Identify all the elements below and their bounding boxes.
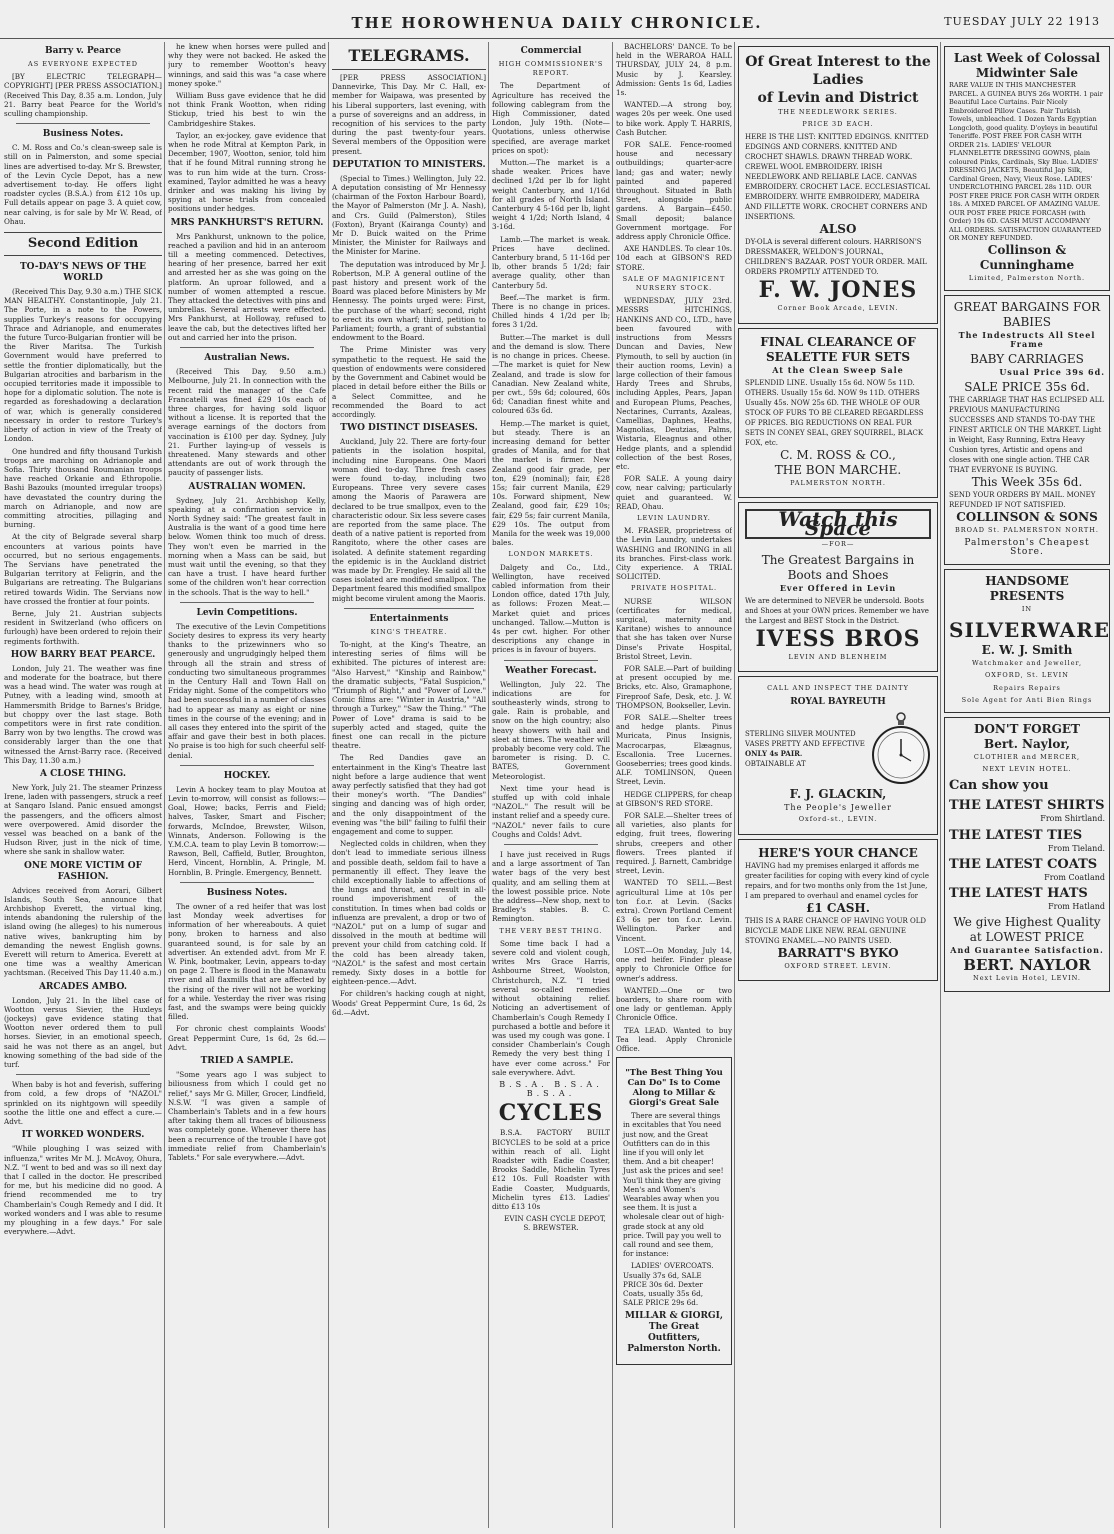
classified-ad: WEDNESDAY, JULY 23rd. MESSRS HITCHINGS, HANKINS AND CO., LTD., have been favoured with instructions from Messrs Duncan and Davies, New Plymouth, to sell by auction (in their auction rooms, Levin) a large collection of their famous Hardy Trees and Shrubs, including Apples, Pears, Japan and European Plums, Peaches, Nectarines, Currants, Azaleas, Camellias, Daphnes, Heaths, Magnolias, Deutzias, Palms, Wistaria, Eleagnus and other Hedge plants, and a splendid collection of the best Roses, etc. <box>616 296 732 471</box>
column-4 <box>492 42 610 1528</box>
ad-body: RARE VALUE IN THIS MANCHESTER PARCEL. A GUINEA BUYS 26s WORTH. 1 pair Beautiful Lace Curtains. Pair Nicely Embroidered Pillow Cases. Pair Turkish Towels, unbleached. 1 Dozen Yards Egyptian Longcloth, good quality. D'oyleys in beautiful Teneriffe. POST FREE FOR CASH WITH ORDER 21s. LADIES' VELOUR FLANNELETTE DRESSING GOWNS, plain coloured Pinks, Cardinals, Sky Blue. LADIES' DRESSING JACKETS, Beautiful Jap Silk, Cardinal Green, Navy, Vieux Rose. LADIES' UNDERCLOTHING PARCEL 28s 11D. OUR POST FREE PRICE FOR CASH WITH ORDER 18s. A MIXED PARCEL OF AMAZING VALUE. OUR POST FREE PRICE FORCASH (with Order) 19s 6D. CASH MUST ACCOMPANY ALL ORDERS. SATISFACTION GUARANTEED OR MONEY REFUNDED. <box>949 81 1103 242</box>
article-text: he knew when horses were pulled and why they were not backed. He asked the jury to remember Wootton's heavy winnings, and said this was "a case where money spoke." <box>168 42 326 88</box>
divider <box>180 347 314 348</box>
ad-heading: Last Week of Colossal Midwinter Sale <box>953 51 1101 80</box>
ad-body: There are several things in excitables that You need just now, and the Great Outfitters can do in this line if you will only let them. And a bit cheaper! Just ask the prices and see! You'll think they are giving Men's and Women's Wearables away when you see them. It is just a wholesale clear out of high-grade stock at any old price. Twill pay you well to call round and see them, for instance: <box>623 1111 725 1259</box>
article-text: One hundred and fifty thousand Turkish troops are marching on Adrianople and Sofia. Thirty thousand Roumanian troops have reached Orkanie and Ethropolie. Bashi Bazouks (mounted irregular troops) have devastated the country during the march on Adrianople, and now are committing atrocities, pillaging and burning. <box>4 446 162 530</box>
column-rule <box>734 42 735 1528</box>
classified-ad: LOST.—On Monday, July 14, one red heifer. Finder please apply to Chronicle Office for owner's address. <box>616 945 732 983</box>
headline: Business Notes. <box>206 887 288 898</box>
advertiser-tagline: Palmerston's Cheapest Store. <box>964 537 1090 557</box>
classified-ad: FOR SALE.—Shelter trees and hedge plants. Pinus Muricata, Pinus Insignis, Macrocarpas, Elæagnus, Escallonia. Tree Lucernes. Gooseberries; trees good kinds. ALF. TOMLINSON, Queen Street, Levin. <box>616 713 732 787</box>
advertiser-name: Collinson & Cunninghame <box>979 242 1075 272</box>
ad-content <box>745 711 931 787</box>
article-text: To-night, at the King's Theatre, an interesting series of films will be exhibited. The pictures of interest are: "Also Harvest," "Kinship and Rainbow," the dramatic subjects, "Fatal Suspicion," "Triumph of Right," and "Power of Love." Comic films are: "Winter in Austria," "All through a Turkey," "Saw the Thing." "The Power of Love" drama is said to be superbly acted and staged, quite the finest one can recall in the picture theatre. <box>332 639 486 751</box>
cycles-heading: CYCLES <box>498 1100 604 1127</box>
advertisement-text: For children's hacking cough at night, Woods' Great Peppermint Cure, 1s 6d, 2s 6d.—Advt. <box>332 989 486 1017</box>
advertisement-text: When baby is hot and feverish, suffering from cold, a few drops of "NAZOL" sprinkled on its nightgown will speedily soothe the little one and effect a cure.—Advt. <box>4 1080 162 1127</box>
section-heading: Second Edition <box>4 232 162 256</box>
ad-price: ONLY 4s PAIR. <box>745 749 803 759</box>
item-from: From Hatland <box>1048 901 1105 911</box>
article-text: The executive of the Levin Competitions Society desires to express its very hearty thanks to the prizewinners who so generously and ungrudgingly helped them through all the strain and stress of conducting two simultaneous programmes in the Century Hall and Town Hall on Friday night. Some of the competitors who had been successful in a number of classes had to appear as many as eight or nine times in the course of the evening; and in all cases they entered into the spirit of the affair and gave their best in both places. No praise is too high for such cheerful self-denial. <box>168 621 326 760</box>
article-text: William Buss gave evidence that he did not think Frank Wootton, when riding Stickup, tried his best to win the Cambridgeshire Stakes. <box>168 91 326 128</box>
ad-subheading: At the Clean Sweep Sale <box>772 364 904 375</box>
headline: HOCKEY. <box>223 770 271 781</box>
article-text: The deputation was introduced by Mr J. Robertson, M.P. A general outline of the past history and present work of the Board was placed before Ministers by Mr Hennessy. The points urged were: First, the purchase of the wharf; second, right to erect its own wharf; third, petition to Parliament; fourth, a grant of substantial endowment to the Board. <box>332 259 486 343</box>
headline: ONE MORE VICTIM OF FASHION. <box>24 860 142 882</box>
advertiser-name: BERT. NAYLOR <box>963 956 1091 975</box>
ad-price: This Week 35s 6d. <box>971 475 1083 490</box>
ad-body: We are determined to NEVER be undersold. Boots and Shoes at your OWN prices. Remember we have the Largest and BEST Stock in the District. <box>745 596 929 625</box>
ad-heading: SILVERWARE <box>949 618 1110 643</box>
ad-body: We give Highest Quality at LOWEST PRICE <box>953 915 1101 945</box>
latest-item <box>949 886 1105 911</box>
subheadline: LEVIN LAUNDRY. <box>637 513 711 522</box>
article-text: [PER PRESS ASSOCIATION.] Dannevirke, This Day. Mr C. Hall, ex-member for Waipawa, was presented by his Liberal supporters, last evening, with a purse of sovereigns and an address, in recognition of his services to the party during the past twenty-four years. Several members of the Opposition were present. <box>332 73 486 156</box>
subheadline: SALE OF MAGNIFICENT NURSERY STOCK. <box>622 274 726 293</box>
divider <box>180 602 314 603</box>
ad-subheading: THE NEEDLEWORK SERIES. <box>778 108 898 116</box>
article-text: C. M. Ross and Co.'s clean-sweep sale is still on in Palmerston, and some special lines are advertised to-day. Mr S. Brewster, of the Levin Cycle Depot, has a new advertisement to-day. He offers light roadster cycles (B.S.A.) from £12 10s up. Full details appear on page 3. A quiet cow, near calving, is for sale by Mr W. Read, of Ohau. <box>4 143 162 226</box>
classified-ad: FOR SALE.—Shelter trees of all varieties, also plants for edging, fruit trees, flowering shrubs, creepers and other flowers. Trees planted if required. J. Barnett, Cambridge street, Levin. <box>616 811 732 876</box>
column-2 <box>168 42 326 1528</box>
ad-price: Usual Price 39s 6d. <box>999 367 1105 378</box>
divider <box>16 1074 150 1075</box>
article-text: New York, July 21. The steamer Prinzess Irene, laden with passengers, struck a reef at Sanqaro Island. Panic ensued amongst the passengers, and the officers almost were overpowered. Amid disorder the vessel was beached on a bank of the Hudson River, just in the nick of time, where she sank in shallow water. <box>4 783 162 857</box>
classified-ad: WANTED TO SELL.—Best agricultural Lime at 10s per ton f.o.r. at Levin. (Sacks extra). Crown Portland Cement £3 6s per ton f.o.r. Levin. Wellington. Parker and Vincent. <box>616 878 732 943</box>
subheadline: THE VERY BEST THING. <box>499 926 603 935</box>
ad-body: THE CARRIAGE THAT HAS ECLIPSED ALL PREVIOUS MANUFACTURING SUCCESSES AND STANDS TO-DAY THE FINEST ARTICLE ON THE MARKET. Light in Weight, Easy Running, Extra Heavy Cushion tyres, Artistic and opens and closes with one single action. THE CAR THAT EVERYONE IS BUYING. <box>949 396 1105 475</box>
headline: HOW BARRY BEAT PEARCE. <box>10 649 156 660</box>
classified-ad: AXE HANDLES. To clear 10s. 10d each at GIBSON'S RED STORE. <box>616 244 732 272</box>
article-text: Wellington, July 22. The indications are for southeasterly winds, strong to gale. Rain is probable, and snow on the high country; also heavy showers with hail and sleet at times. The weather will probably become very cold. The barometer is rising. D. C. BATES, Government Meteorologist. <box>492 679 610 781</box>
advertiser-address: NEXT LEVIN HOTEL. <box>982 765 1072 774</box>
advertiser-address: Next Levin Hotel, LEVIN. <box>973 974 1081 983</box>
advertiser-address: Corner Book Arcade, LEVIN. <box>777 304 899 313</box>
classified-ad: M. FRASER, proprietress of the Levin Laundry, undertakes WASHING and IRONING in all its branches. First-class work. City experience. A TRIAL SOLICITED. <box>616 526 732 582</box>
article-text: Lamb.—The market is weak. Prices have declined. Canterbury brand, 5 11-16d per lb, other brands 5 1/2d; fair average quality, other than Canterbury 5d. <box>492 234 610 290</box>
bsa-banner: B.S.A. B.S.A. B.S.A. <box>499 1079 603 1099</box>
ad-body: STERLING SILVER MOUNTED VASES PRETTY AND EFFECTIVE <box>745 730 865 749</box>
column-rule <box>164 42 165 1528</box>
article-text: Advices received from Aorari, Gilbert Islands, South Sea, announce that Archbishop Everett, the virtual king, intends abandoning the rulership of the island owing (he alleges) to his numerous native wives, bankrupting him by demanding the newest English gowns. Everett will return to America. Everett at one time was a wealthy American yachtsman. (Received This Day 11.40 a.m.) <box>4 885 162 978</box>
advertiser-name: E. W. J. Smith <box>981 643 1073 658</box>
ad-body: Repairs Repairs <box>993 683 1061 692</box>
ad-body: Can show you <box>949 778 1049 794</box>
article-text: (Received This Day, 9.50 a.m.) Melbourne, July 21. In connection with the recent raid the manager of the Cafe Francatelli was fined £29 10s each of three charges, for having sold liquor without a license. It is reported that the average earnings of the doctors from vaccination is £100 per day. Sydney, July 21. Further laying-up of vessels is threatened. Many stewards and other attendants are out of work through the paucity of passenger lists. <box>168 367 326 478</box>
classified-ad: TEA LEAD. Wanted to buy Tea lead. Apply Chronicle Office. <box>616 1025 732 1053</box>
fw-jones-ad <box>738 46 938 324</box>
ad-body: HAVING had my premises enlarged it affords me greater facilities for coping with every kind of cycle repairs, and for two months only from the 1st June, I am prepared to overhaul and enamel cycles for <box>745 861 929 900</box>
classified-ad: FOR SALE. Fence-roomed house and necessary outbuildings; quarter-acre land; gas and water; newly painted and papered throughout. Situated in Bath Street, alongside public gardens. A Bargain—£450. Small deposit; balance Government mortgage. For address apply Chronicle Office. <box>616 140 732 242</box>
headline: DEPUTATION TO MINISTERS. <box>332 159 486 170</box>
headline: Australian News. <box>204 353 290 364</box>
newspaper-title: THE HOROWHENUA DAILY CHRONICLE. <box>351 14 763 32</box>
subheadline: LONDON MARKETS. <box>508 550 594 559</box>
ad-subheading: The Indestructs All Steel Frame <box>958 329 1096 349</box>
issue-date: TUESDAY JULY 22 1913 <box>944 15 1100 28</box>
article-text: Mutton.—The market is a shade weaker. Prices have declined 1/2d per lb for light weight Canterbury, and 1/16d for all grades of North Island. Canterbury 4 5-16d per lb, light weight 4 1/2d; North Island, 4 3-16d. <box>492 158 610 232</box>
ad-heading: The Greatest Bargains in Boots and Shoes <box>761 552 915 582</box>
item-label: THE LATEST COATS <box>949 856 1098 872</box>
article-text: The Prime Minister was very sympathetic to the request. He said the question of endowments were considered by the Government and Cabinet would be placed in detail before either the Bills or a Select Committee, and he recommended the Board to act accordingly. <box>332 345 486 419</box>
masthead <box>0 0 1114 39</box>
classified-ad: BACHELORS' DANCE. To be held in the WERAROA HALL THURSDAY, JULY 24, 8 p.m. Music by J. Kearsley. Admission: Gents 1s 6d, Ladies 1s. <box>616 42 732 98</box>
section-heading: Commercial <box>520 46 582 56</box>
ad-body: Sole Agent for Anti Bien Rings <box>961 695 1093 704</box>
glackin-ad <box>738 676 938 835</box>
classified-ad: FOR SALE.—Part of building at present occupied by me. Bricks, etc. Also, Gramaphone, Fireproof Safe, Desk, etc. J. W. THOMPSON, Bookseller, Levin. <box>616 664 732 710</box>
headline: Barry v. Pearce <box>45 46 121 56</box>
advertisement-text: Some time back I had a severe cold and violent cough, writes Mrs Grace Harris, Ashbourne Street, Woolston, Christchurch, N.Z. "I tried several so-called remedies without obtaining relief. Noticing an advertisement of Chamberlain's Cough Remedy I purchased a bottle and before it was used my cough was gone. I consider Chamberlain's Cough Remedy the very best thing I have ever come across." For sale everywhere. Advt. <box>492 938 610 1077</box>
article-text: [BY ELECTRIC TELEGRAPH—COPYRIGHT] [PER PRESS ASSOCIATION.] (Received This Day, 8.35 a.m. London, July 21. Barry beat Pearce for the World's sculling championship. <box>4 72 162 119</box>
advertiser-name: C. M. ROSS & CO., <box>780 447 896 462</box>
divider <box>344 608 474 609</box>
subheadline: KING'S THEATRE. <box>370 627 448 636</box>
divider <box>180 765 314 766</box>
advertiser-tagline: CLOTHIER and MERCER, <box>973 752 1081 761</box>
millar-giorgi-ad <box>616 1057 732 1365</box>
advertiser-name: F. J. GLACKIN, <box>789 787 887 802</box>
ad-heading: Of Great Interest to the Ladies <box>745 54 931 88</box>
item-label: THE LATEST HATS <box>949 885 1088 901</box>
article-text: Auckland, July 22. There are forty-four patients in the isolation hospital, including nine Europeans. One Maori woman died to-day. Three fresh cases were found to-day, including two Europeans. Three very severe cases among the Maoris of Parawera are declared to be true smallpox, even to the characteristic odour. Six less severe cases are reported from the same place. The death of a native patient is reported from Rangitoto, where the other cases are isolated. A definite statement regarding the epidemic is in the Auckland district was made by Dr. Frengley. He said all the cases isolated are modified smallpox. The Department feared this modified smallpox might become virulent among the Maoris. <box>332 437 486 603</box>
headline: AUSTRALIAN WOMEN. <box>188 481 306 492</box>
subheadline: AS EVERYONE EXPECTED <box>28 60 138 68</box>
column-7 <box>944 42 1110 1528</box>
advertiser-name: THE BON MARCHE. <box>774 462 902 477</box>
latest-items-list <box>949 798 1105 911</box>
article-text: Beef.—The market is firm. There is no change in prices. Chilled hinds 4 1/2d per lb; fores 3 1/2d. <box>492 292 610 330</box>
divider <box>504 844 598 845</box>
ad-heading: "The Best Thing You Can Do" Is to Come Along to Millar & Giorgi's Great Sale <box>625 1068 723 1109</box>
advertisement-text: For chronic chest complaints Woods' Great Peppermint Cure, 1s 6d, 2s 6d.—Advt. <box>168 1024 326 1052</box>
classified-ad: WANTED.—One or two boarders, to share room with one lady or gentleman. Apply Chronicle Office. <box>616 985 732 1023</box>
ad-heading: ROYAL BAYREUTH <box>790 697 886 708</box>
ad-heading: BABY CARRIAGES <box>970 352 1084 367</box>
column-rule <box>612 42 613 1528</box>
advertiser-name: EVIN CASH CYCLE DEPOT, S. BREWSTER. <box>504 1214 606 1233</box>
headline: TRIED A SAMPLE. <box>200 1056 294 1067</box>
ad-price: £1 CASH. <box>806 900 870 915</box>
article-text: The owner of a red heifer that was lost last Monday week advertises for information of her whereabouts. A quiet pony, broken to harness and also guaranteed sound, is for sale by an advertiser. An extended advt. from Mr F. W. Pink, bootmaker, Levin, appears to-day on page 2. There is flood in the Manawatu river and all flaxmills that are affected by the rising of the river will not be working for a while. Yesterday the river was rising fast, and the swamps were being quickly filled. <box>168 901 326 1022</box>
collinson-cunninghame-ad <box>944 46 1110 291</box>
article-text: The Department of Agriculture has received the following cablegram from the High Commissioner, dated London, July 19th. (Note—Quotations, unless otherwise specified, are average market prices on spot): <box>492 81 610 155</box>
column-rule <box>940 42 941 1528</box>
ad-body: DY-OLA is several different colours. HARRISON'S DRESSMAKER, WELDON'S JOURNAL, CHILDREN'S BAZAAR. POST YOUR ORDER. MAIL ORDERS PROMPTLY ATTENDED TO. <box>745 238 927 277</box>
advertiser-address: Limited, Palmerston North. <box>968 273 1086 282</box>
ad-body: And Guarantee Satisfaction. <box>950 945 1104 956</box>
subheadline: HIGH COMMISSIONER'S REPORT. <box>498 60 604 78</box>
baby-carriages-ad <box>944 295 1110 565</box>
ad-body: SEND YOUR ORDERS BY MAIL. MONEY REFUNDED IF NOT SATISFIED. <box>949 491 1096 510</box>
advertiser-name: Bert. Naylor, <box>984 736 1070 751</box>
column-1 <box>4 42 162 1528</box>
item-from: From Coatland <box>1044 872 1105 882</box>
classified-ad: NURSE WILSON (certificates for medical, surgical, maternity and Karitane) wishes to announce that she has taken over Nurse Dinse's Private Hospital, Bristol Street, Levin. <box>616 596 732 661</box>
advertisement-text: Neglected colds in children, when they don't lead to immediate serious illness and possible death, seldom fail to have a permanently ill effect. They leave the child exceptionally liable to affections of the lungs and throat, and result in all-round impoverishment of the constitution. In times when bad colds or influenza are prevalent, a drop or two of "NAZOL" put on a lump of sugar and dissolved in the mouth at bedtime will prevent your child from catching cold. If the cold has been already taken, "NAZOL" is the safest and most certain remedy. Sixty doses in a bottle for eighteen-pence.—Advt. <box>332 839 486 987</box>
article-text: Taylor, an ex-jockey, gave evidence that when he rode Mitral at Kempton Park, in December, 1907, Wootton, senior, told him that if he found Mitral running strong he was to run him wide at the turn. Cross-examined, Taylor admitted he was a heavy drinker and was making his living by spying at horse trials from concealed positions under hedges. <box>168 130 326 214</box>
ad-body: HERE IS THE LIST: KNITTED EDGINGS. KNITTED EDGINGS AND CORNERS. KNITTED AND CROCHET SHAWLS. DRAWN THREAD WORK. CREWEL WOOL EMBROIDERY. IRISH NEEDLEWORK AND RELIABLE LACE. CANVAS EMBROIDERY. CROCHET LACE. ECCLESIASTICAL EMBROIDERY. WHITE EMBROIDERY, MADEIRA AND FILLETTE WORK. CROCHET CORNERS AND INSERTIONS. <box>745 133 931 222</box>
latest-item <box>949 857 1105 882</box>
article-text: (Special to Times.) Wellington, July 22. A deputation consisting of Mr Hennessy (chairman of the Foxton Harbour Board), the Mayor of Palmerston (Mr J. A. Nash), and Crs. Guild (Palmerston), Stiles (Foxton), Bryant (Kairanga County) and Mr D. Buick waited on the Prime Minister, the Minister for Railways and the Minister for Marine. <box>332 173 486 257</box>
classified-ad: WANTED.—A strong boy, wages 20s per week. One used to bike work. Apply T. HARRIS, Cash Butcher. <box>616 100 732 137</box>
article-text: Butter.—The market is dull and the demand is slow. There is no change in prices. Cheese.—The market is quiet for New Zealand, and trade is slow for Canadian. New Zealand white, per cwt., 59s 6d; coloured, 60s 6d; Canadian finest white and coloured 63s 6d. <box>492 332 610 416</box>
ad-body: OBTAINABLE AT <box>745 760 806 769</box>
advertiser-address: OXFORD, St. LEVIN <box>985 671 1069 680</box>
ad-heading: ALSO <box>819 222 857 237</box>
ad-heading: Watch this Space <box>745 509 931 539</box>
headline: A CLOSE THING. <box>39 769 127 779</box>
advertiser-address: LEVIN AND BLENHEIM <box>788 652 888 661</box>
bert-naylor-ad <box>944 717 1110 992</box>
item-from: From Shirtland. <box>1040 814 1105 824</box>
advertiser-name: IVESS BROS <box>755 625 921 652</box>
headline: IT WORKED WONDERS. <box>21 1130 145 1141</box>
barratt-byko-ad <box>738 839 938 981</box>
column-3 <box>332 42 486 1528</box>
headline: Levin Competitions. <box>196 607 298 618</box>
headline: Entertainments <box>369 613 449 624</box>
divider <box>180 882 314 883</box>
advertisement-text: B.S.A. FACTORY BUILT BICYCLES to be sold at a price within reach of all. Light Roadster with Eadie Coaster, Brooks Saddle, Michelin Tyres £12 10s. Full Roadster with Eadie Coaster, Mudguards, Michelin tyres £13. Ladies' ditto £13 10s <box>492 1128 610 1211</box>
article-text: (Received This Day, 9.30 a.m.) THE SICK MAN HEALTHY. Constantinople, July 21. The Porte, in a note to the Powers, supplies Turkey's reasons for occupying Thrace and Adrianople, and enumerates the future Turco-Bulgarian frontier will be the River Maritsa. The Turkish Government would have preferred to settle the frontier diplomatically, but the Bulgarian atrocities and barbarism in the occupied territories made it impossible to hope for a diplomatic solution. The note is regarded as foreshadowing a declaration of war, which is generally considered necessary in order to restore Turkey's liberty of action in view of the Treaty of London. <box>4 287 162 444</box>
ad-price: PRICE 3D EACH. <box>802 120 874 129</box>
advertiser-address: OXFORD STREET. LEVIN. <box>784 961 892 970</box>
item-from: From Tieland. <box>1047 843 1105 853</box>
article-text: London, July 21. In the libel case of Wootton versus Sievier, the Huxleys (jockeys) gave evidence stating that Wootton never ordered them to pull horses. Sievier, in an emotional speech, said he was not there as an angel, but knowing something of the bad side of the turf. <box>4 995 162 1070</box>
ad-body: THIS IS A RARE CHANCE OF HAVING YOUR OLD BICYCLE MADE LIKE NEW. REAL GENUINE STOVING ENAMEL.—NO PAINTS USED. <box>745 916 927 945</box>
ad-body: SPLENDID LINE. Usually 15s 6d. NOW 5s 11D. OTHERS. Usually 15s 6d. NOW 9s 11D. OTHERS Usually 45s. NOW 25s 6D. THE WHOLE OF OUR STOCK OF FURS TO BE CLEARED REGARDLESS OF PRICES. BIG REDUCTIONS ON REAL FUR SETS IN CONEY SEAL, GREY SQUIRREL, BLACK FOX, etc. <box>745 378 924 447</box>
column-5 <box>616 42 732 1528</box>
ad-heading: HANDSOME PRESENTS <box>985 573 1069 603</box>
classified-ad: HEDGE CLIPPERS, for cheap at GIBSON'S RED STORE. <box>616 789 732 808</box>
advertiser-tagline: The People's Jeweller <box>784 803 892 813</box>
ad-heading: HERE'S YOUR CHANCE <box>758 845 918 860</box>
column-rule <box>328 42 329 1528</box>
headline: Business Notes. <box>42 129 124 140</box>
headline: TO-DAY'S NEWS OF THE WORLD <box>19 262 146 284</box>
divider <box>504 660 598 661</box>
article-text: Hemp.—The market is quiet, but steady. There is an increasing demand for better grades of Manila, and for that the market is firmer. New Zealand good fair grade, per ton, £29 (nominal); fair, £28 15s; fair current Manila, £29 10s. Forward shipment, New Zealand, good fair, £29 10s; fair, £29 5s; fair current Manila, £29 10s. The output from Manila for the week was 19,000 bales. <box>492 418 610 548</box>
headline: Weather Forecast. <box>505 665 597 676</box>
article-text: At the city of Belgrade several sharp encounters at various points have occurred, but no serious engagements. The Servians have penetrated the Bulgarian territory at Feligrin, and the Bulgarians are retreating. The Bulgarians retired towards Widin. The Servians now have crossed the frontier at four points. <box>4 532 162 606</box>
headline: ARCADES AMBO. <box>38 981 128 992</box>
ad-subheading: —FOR— <box>821 540 855 549</box>
article-text: Sydney, July 21. Archbishop Kelly, speaking at a confirmation service in North Sydney said: "The greatest fault in Australia is the want of a good time here below. Women think too much of dress. They won't even be married in the morning when a Mass can be said, but must wait until the evening, so that they can have a trust. I have heard further some of the children won't hear correction in the schools. That is the way to hell." <box>168 495 326 597</box>
column-rule <box>488 42 489 1528</box>
subheadline: PRIVATE HOSPITAL. <box>630 584 718 593</box>
advertiser-name: MILLAR & GIORGI, The Great Outfitters, Palmerston North. <box>625 1311 723 1355</box>
article-text: Levin A hockey team to play Moutoa at Levin to-morrow, will consist as follows:—Goal, Howe; backs, Ferris and Field; halves, Tasker, Smart and Fischer; forwards, McIndoe, Brewster, Wilson, Winnats, Anderson. Following is the Y.M.C.A. team to play Levin B tomorrow:—Rawson, Bell, Caffield, Butler, Broughton, Herd, Vincent, Hornblin, A. Pringle, M. Hornblin, B. Pringle. Emergency, Bennett. <box>168 784 326 877</box>
advertiser-name: COLLINSON & SONS <box>956 510 1098 525</box>
ad-price: SALE PRICE 35s 6d. <box>964 380 1090 395</box>
divider <box>16 123 150 124</box>
headline: TWO DISTINCT DISEASES. <box>340 423 478 434</box>
ad-subheading: Ever Offered in Levin <box>779 582 897 593</box>
cm-ross-ad <box>738 328 938 498</box>
advertiser-tagline: Watchmaker and Jeweller, <box>971 659 1083 668</box>
ivess-bros-ad <box>738 502 938 672</box>
latest-item <box>949 828 1105 853</box>
article-text: The Red Dandies gave an entertainment in the King's Theatre last night before a large audience that went away perfectly satisfied that they had got their money's worth. "The Dandies" singing and dancing was of high order, and the only disappointment of the evening was "the bill" failing to fulfil their engagement and come to supper. <box>332 753 486 837</box>
article-text: Dalgety and Co., Ltd., Wellington, have received cabled information from their London office, dated 17th July, as follows: Frozen Meat.—Market quiet and prices unchanged. Tallow.—Mutton is 4s per cwt. higher. For other descriptions any change in prices is in favour of buyers. <box>492 562 610 655</box>
article-text: London, July 21. The weather was fine and moderate for the boatrace, but there was a head wind. The water was rough at Putney, with a leading wind, smooth at Hammersmith Bridge to Barnes's Bridge, but choppy over the last stage. Both competitors were in first rate condition. Barry won by two lengths. The crowd was considerably larger than the one that witnessed the Arnst-Barry race. (Received This Day, 11.30 a.m.) <box>4 663 162 765</box>
ad-heading: DON'T FORGET <box>974 721 1080 736</box>
advertisement-text: I have just received in Rugs and a large assortment of Tan water bags of the very best quality, and am selling them at the lowest possible price. Note the address—New shop, next to Bradley's stables. B. C. Remington. <box>492 850 610 924</box>
ad-heading: GREAT BARGAINS FOR BABIES <box>953 299 1101 329</box>
ad-body: LADIES' OVERCOATS. Usually 37s 6d, SALE PRICE 30s 6d. Dexter Coats, usually 35s 6d, SALE PRICE 29s 6d. <box>623 1261 714 1308</box>
ewj-smith-ad <box>944 569 1110 713</box>
column-6 <box>738 42 938 1528</box>
section-heading: TELEGRAMS. <box>332 46 486 70</box>
ad-heading: of Levin and District <box>757 90 919 106</box>
advertiser-name: F. W. JONES <box>758 277 918 304</box>
pocket-watch-icon <box>871 711 931 787</box>
classified-ad: FOR SALE. A young dairy cow, near calving; particularly quiet and guaranteed. W. READ, Ohau. <box>616 474 732 511</box>
advertiser-address: BROAD St. PALMERSTON NORTH. <box>955 526 1099 535</box>
headline: MRS PANKHURST'S RETURN. <box>170 217 324 228</box>
advertiser-address: Oxford-st., LEVIN. <box>798 815 878 824</box>
ad-subheading: IN <box>1021 604 1033 613</box>
advertiser-name: BARRATT'S BYKO <box>777 945 899 960</box>
advertiser-address: PALMERSTON NORTH. <box>790 478 886 487</box>
item-label: THE LATEST SHIRTS <box>949 798 1105 814</box>
advertisement-text: "While ploughing I was seized with influenza," writes Mr M. J. McAvoy, Ohura, N.Z. "I went to bed and was so ill next day that I called in the doctor. He prescribed for me, but his medicine did no good. A friend recommended me to try Chamberlain's Cough Remedy and I did. It worked wonders and I was able to resume my ploughing in a few days." For sale everywhere.—Advt. <box>4 1144 162 1237</box>
item-label: THE LATEST TIES <box>949 827 1083 843</box>
advertisement-text: Next time your head is stuffed up with cold inhale "NAZOL." The result will be instant relief and a speedy cure. "NAZOL" never fails to cure Coughs and Colds! Advt. <box>492 783 610 839</box>
article-text: Berne, July 21. Austrian subjects resident in Switzerland (who officers on furlough) have been ordered to rejoin their regiments forthwith. <box>4 608 162 646</box>
ad-subheading: CALL AND INSPECT THE DAINTY <box>767 684 909 693</box>
advertisement-text: "Some years ago I was subject to biliousness from which I could get no relief," says Mr G. Miller, Grocer, Lindfield, N.S.W. "I was given a sample of Chamberlain's Tablets and in a few hours after taking them all traces of biliousness was completely gone. Whenever there has been a recurrence of the trouble I have got immediate relief from Chamberlain's Tablets." For sale everywhere.—Advt. <box>168 1070 326 1162</box>
article-text: Mrs Pankhurst, unknown to the police, reached a pavilion and hid in an anteroom till a meeting commenced. Detectives, hearing of her presence, barred her exit and arrested her as she was going on the platform. An uproar followed, and a number of women attempted a rescue. They attacked the detectives with pins and umbrellas. Several arrests were effected. Mrs Pankhurst, at Holloway, refused to leave the cab, but the detectives lifted her out and carried her into the prison. <box>168 231 326 342</box>
latest-item <box>949 798 1105 823</box>
ad-heading: FINAL CLEARANCE OF SEALETTE FUR SETS <box>760 334 916 364</box>
